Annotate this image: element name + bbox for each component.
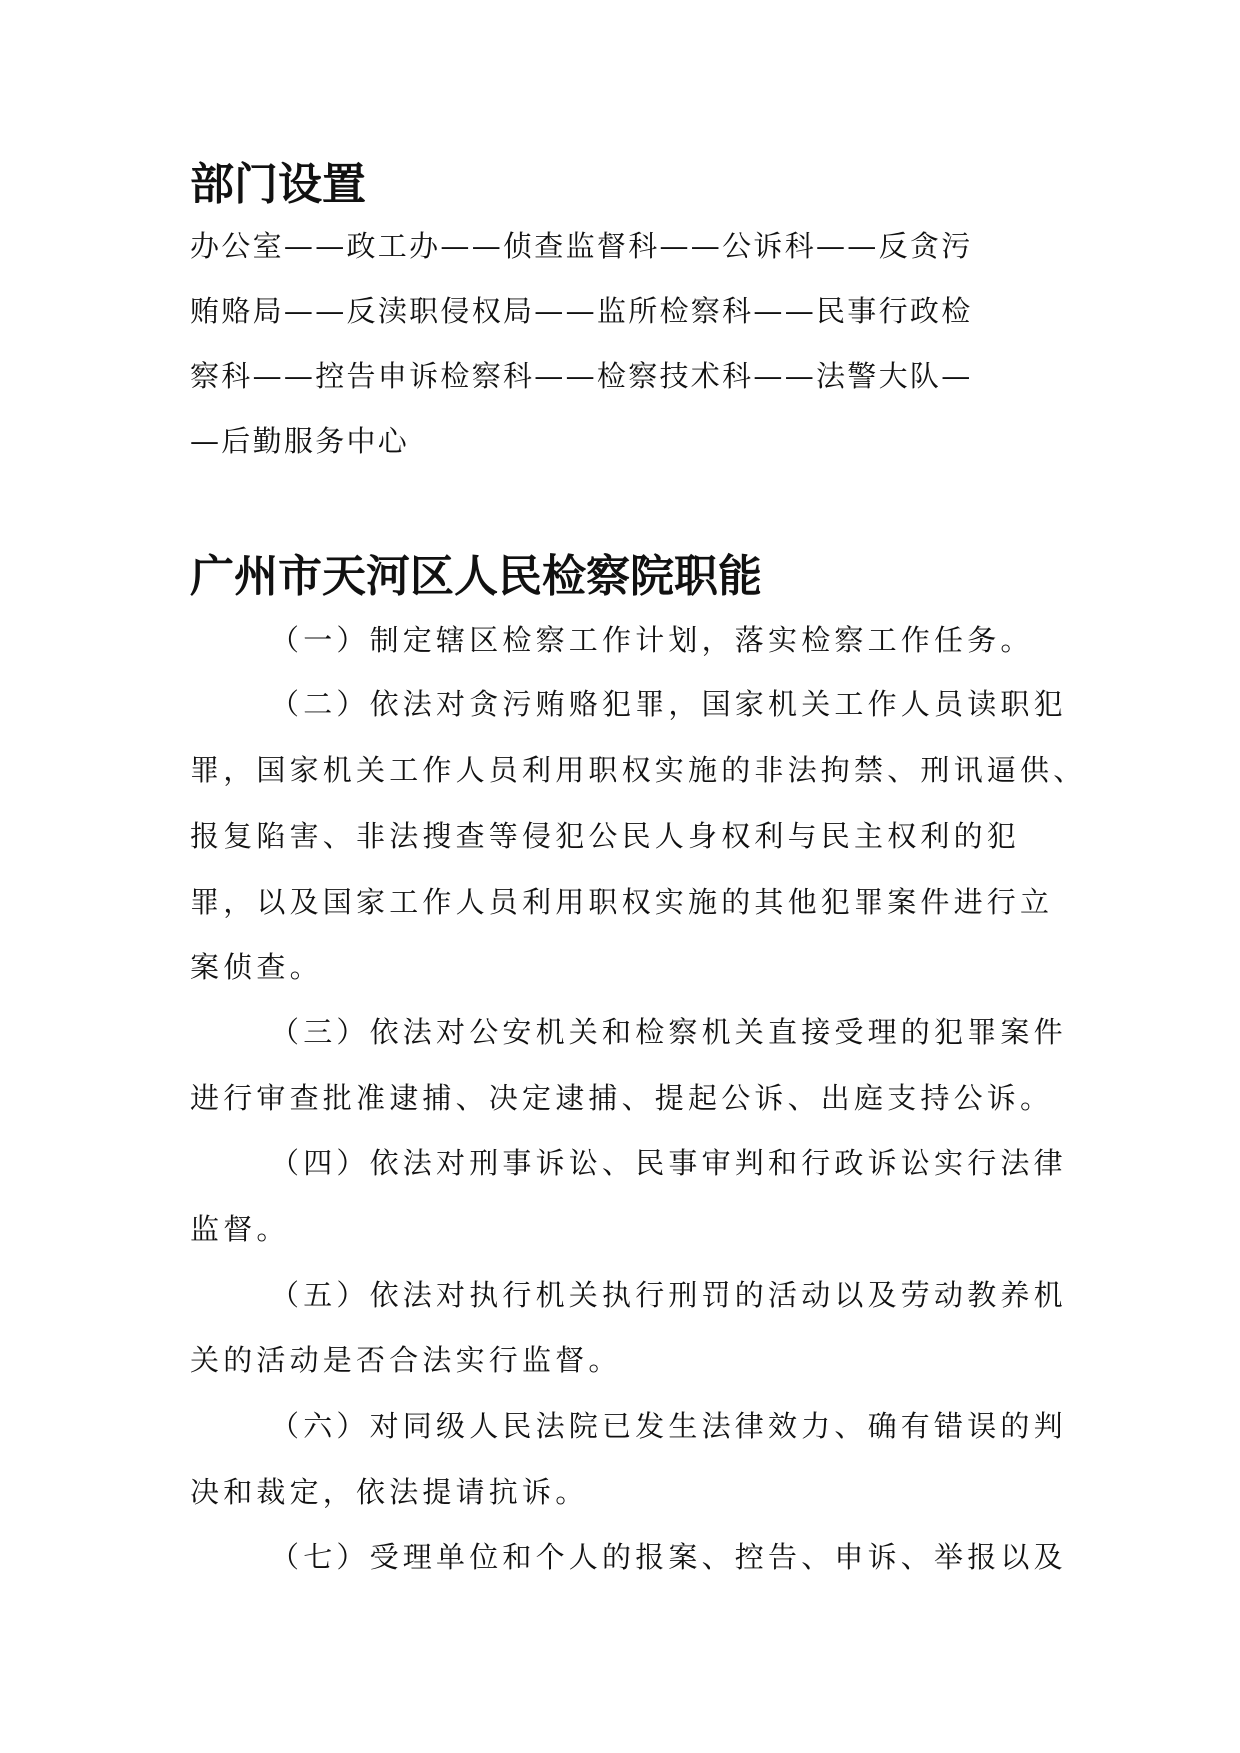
function-item-2-continuation: 案侦查。 <box>190 950 323 984</box>
function-item-1: （一）制定辖区检察工作计划，落实检察工作任务。 <box>270 623 1034 657</box>
department-line: 办公室——政工办——侦查监督科——公诉科——反贪污 <box>190 229 973 263</box>
function-item-4: （四）依法对刑事诉讼、民事审判和行政诉讼实行法律 <box>270 1146 1067 1180</box>
section-title-department-setup: 部门设置 <box>190 159 366 210</box>
section-title-procuratorate-functions: 广州市天河区人民检察院职能 <box>190 551 762 602</box>
function-item-6: （六）对同级人民法院已发生法律效力、确有错误的判 <box>270 1409 1067 1443</box>
function-item-3: （三）依法对公安机关和检察机关直接受理的犯罪案件 <box>270 1015 1067 1049</box>
function-item-3-continuation: 进行审查批准逮捕、决定逮捕、提起公诉、出庭支持公诉。 <box>190 1081 1054 1115</box>
department-line: 贿赂局——反渎职侵权局——监所检察科——民事行政检 <box>190 294 973 328</box>
function-item-4-continuation: 监督。 <box>190 1212 290 1246</box>
department-line: —后勤服务中心 <box>190 424 410 458</box>
function-item-7: （七）受理单位和个人的报案、控告、申诉、举报以及 <box>270 1540 1067 1574</box>
function-item-2-continuation: 罪，以及国家工作人员利用职权实施的其他犯罪案件进行立 <box>190 885 1054 919</box>
department-line: 察科——控告申诉检察科——检察技术科——法警大队— <box>190 359 973 393</box>
function-item-5: （五）依法对执行机关执行刑罚的活动以及劳动教养机 <box>270 1278 1067 1312</box>
function-item-5-continuation: 关的活动是否合法实行监督。 <box>190 1343 622 1377</box>
function-item-2: （二）依法对贪污贿赂犯罪，国家机关工作人员读职犯 <box>270 687 1067 721</box>
function-item-2-continuation: 报复陷害、非法搜查等侵犯公民人身权利与民主权利的犯 <box>190 819 1021 853</box>
function-item-6-continuation: 决和裁定，依法提请抗诉。 <box>190 1475 589 1509</box>
function-item-2-continuation: 罪，国家机关工作人员利用职权实施的非法拘禁、刑讯逼供、 <box>190 753 1087 787</box>
